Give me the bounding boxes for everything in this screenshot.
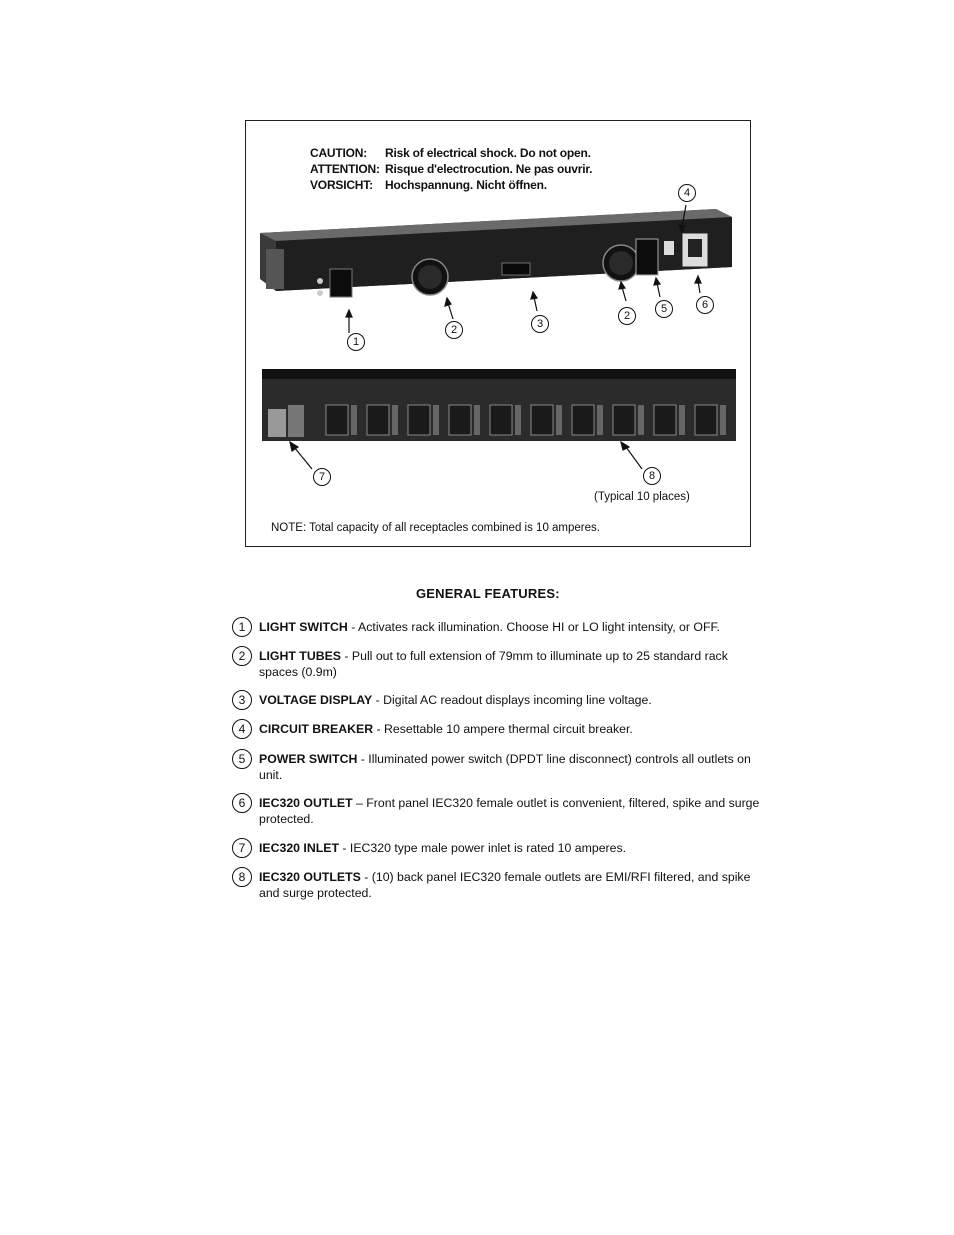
feature-number: 5 bbox=[232, 749, 252, 769]
rear-inlet bbox=[268, 409, 286, 437]
feature-desc: - IEC320 type male power inlet is rated 10 amperes. bbox=[338, 841, 627, 855]
rear-outlet bbox=[613, 405, 635, 435]
feature-title: IEC320 INLET bbox=[259, 841, 339, 855]
feature-item bbox=[232, 648, 762, 680]
product-figure bbox=[245, 120, 751, 547]
feature-item bbox=[232, 751, 762, 783]
feature-desc: - (10) back panel IEC320 female outlets are EMI/RFI filtered, and spike and surge protected. bbox=[259, 870, 751, 900]
light-switch bbox=[330, 269, 352, 297]
feature-item bbox=[232, 619, 762, 635]
feature-desc: - Illuminated power switch (DPDT line disconnect) controls all outlets on unit. bbox=[259, 752, 751, 782]
feature-item bbox=[232, 840, 762, 856]
feature-number: 1 bbox=[232, 617, 252, 637]
feature-item bbox=[232, 692, 762, 708]
feature-desc: - Activates rack illumination. Choose HI or LO light intensity, or OFF. bbox=[347, 620, 721, 634]
callout-3: 3 bbox=[531, 315, 549, 333]
callout-8: 8 bbox=[643, 467, 661, 485]
vorsicht-row: VORSICHT: Hochspannung. Nicht öffnen. bbox=[310, 178, 547, 192]
feature-number: 3 bbox=[232, 690, 252, 710]
caution-row: CAUTION: Risk of electrical shock. Do not open. bbox=[310, 146, 591, 160]
rear-outlet bbox=[490, 405, 512, 435]
rear-outlet bbox=[367, 405, 389, 435]
rear-outlet bbox=[449, 405, 471, 435]
feature-desc: - Resettable 10 ampere thermal circuit breaker. bbox=[373, 722, 633, 736]
typical-places-note: (Typical 10 places) bbox=[594, 491, 690, 503]
rear-outlet-label-strip bbox=[515, 405, 521, 435]
feature-number: 7 bbox=[232, 838, 252, 858]
feature-title: IEC320 OUTLETS bbox=[259, 870, 361, 884]
feature-title: VOLTAGE DISPLAY bbox=[259, 693, 373, 707]
rear-outlet-label-strip bbox=[351, 405, 357, 435]
feature-number: 2 bbox=[232, 646, 252, 666]
callout-2-right: 2 bbox=[618, 307, 636, 325]
callout-5: 5 bbox=[655, 300, 673, 318]
feature-desc: - Pull out to full extension of 79mm to illuminate up to 25 standard rack spaces (0.9m) bbox=[259, 649, 728, 679]
rear-outlet bbox=[531, 405, 553, 435]
power-switch bbox=[636, 239, 658, 275]
rear-outlet-label-strip bbox=[720, 405, 726, 435]
feature-title: LIGHT TUBES bbox=[259, 649, 341, 663]
voltage-display bbox=[502, 263, 530, 275]
feature-item bbox=[232, 869, 762, 901]
feature-desc: – Front panel IEC320 female outlet is convenient, filtered, spike and surge protected. bbox=[259, 796, 760, 826]
rear-outlet bbox=[654, 405, 676, 435]
feature-number: 8 bbox=[232, 867, 252, 887]
rear-outlet bbox=[572, 405, 594, 435]
rear-outlet-label-strip bbox=[597, 405, 603, 435]
rear-outlet bbox=[326, 405, 348, 435]
feature-desc: - Digital AC readout displays incoming line voltage. bbox=[372, 693, 652, 707]
rear-outlet-label-strip bbox=[679, 405, 685, 435]
callout-1: 1 bbox=[347, 333, 365, 351]
callout-7: 7 bbox=[313, 468, 331, 486]
callout-2-left: 2 bbox=[445, 321, 463, 339]
feature-title: POWER SWITCH bbox=[259, 752, 358, 766]
features-heading: GENERAL FEATURES: bbox=[416, 586, 560, 601]
callout-6: 6 bbox=[696, 296, 714, 314]
rear-outlet bbox=[695, 405, 717, 435]
attention-row: ATTENTION: Risque d'electrocution. Ne pas ouvrir. bbox=[310, 162, 593, 176]
rear-outlet-label-strip bbox=[392, 405, 398, 435]
circuit-breaker bbox=[664, 241, 674, 255]
feature-item bbox=[232, 721, 762, 737]
rear-outlet-label-strip bbox=[474, 405, 480, 435]
feature-title: IEC320 OUTLET bbox=[259, 796, 353, 810]
feature-number: 4 bbox=[232, 719, 252, 739]
feature-title: LIGHT SWITCH bbox=[259, 620, 348, 634]
rear-outlet-label-strip bbox=[638, 405, 644, 435]
rear-outlet-label-strip bbox=[556, 405, 562, 435]
feature-title: CIRCUIT BREAKER bbox=[259, 722, 374, 736]
rear-outlet-label-strip bbox=[433, 405, 439, 435]
feature-number: 6 bbox=[232, 793, 252, 813]
callout-4: 4 bbox=[678, 184, 696, 202]
feature-item bbox=[232, 795, 762, 827]
front-panel-unit bbox=[260, 209, 732, 297]
rear-outlet bbox=[408, 405, 430, 435]
capacity-note: NOTE: Total capacity of all receptacles combined is 10 amperes. bbox=[271, 522, 600, 534]
